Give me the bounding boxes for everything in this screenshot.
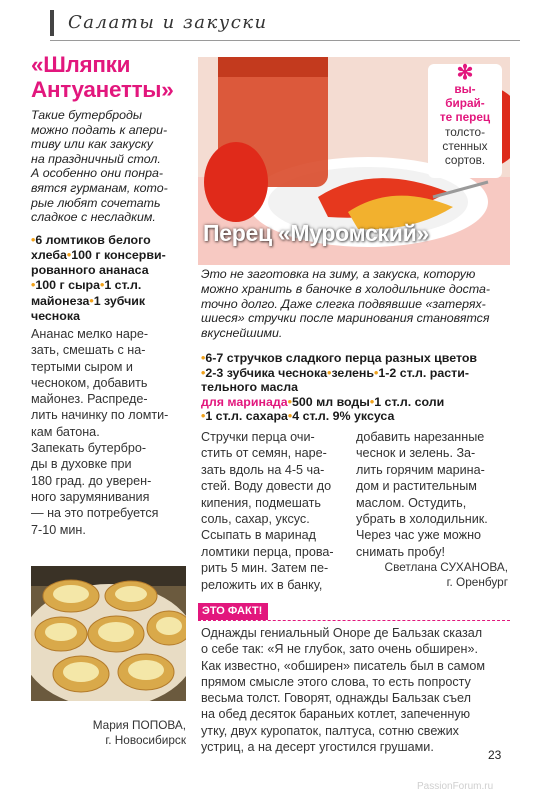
ingr-text: 6 ломтиков белого <box>35 232 151 247</box>
ingr-line <box>31 294 189 309</box>
bullet-dot: • <box>201 365 206 380</box>
ingr-line <box>31 233 189 248</box>
bullet-dot: • <box>66 247 72 262</box>
bullet-dot: • <box>31 232 36 247</box>
left-article <box>31 52 189 538</box>
author-city: г. Оренбург <box>446 575 508 589</box>
left-author <box>31 718 186 748</box>
left-ingredients <box>31 233 189 324</box>
fact-line: Однажды гениальный Оноре де Бальзак сказал <box>201 626 483 640</box>
bullet-dot: • <box>327 365 332 380</box>
method-line: чеснок и зелень. За- <box>356 446 476 461</box>
method-line: Ананас мелко нарe- <box>31 326 149 341</box>
tip-line: вы- <box>454 82 476 96</box>
fact-text <box>201 625 511 755</box>
left-title <box>31 52 189 102</box>
watermark: PassionForum.ru <box>417 781 494 792</box>
bullet-dot: • <box>287 394 292 409</box>
fact-label: ЭТО ФАКТ! <box>198 603 268 620</box>
right-ingredients <box>201 351 513 424</box>
intro-line: тиву или как закуску <box>31 137 153 152</box>
tip-line: толсто- <box>444 124 486 139</box>
method-line: зать вдоль на 4-5 ча- <box>201 462 325 477</box>
method-line: 180 град. до уверен- <box>31 473 152 488</box>
method-line: стей. Воду довести до <box>201 479 332 494</box>
fact-line: на обед десяток бараньих котлет, запеченную <box>201 707 471 722</box>
tip-line: те перец <box>439 110 491 125</box>
intro-line: точно долго. Даже слегка подвявшие «затерях- <box>201 296 486 311</box>
bullet-dot: • <box>374 365 379 380</box>
right-intro <box>201 267 513 341</box>
right-method-col2 <box>356 429 512 560</box>
pepper-title: Перец «Муромский» <box>203 220 429 246</box>
ingr-line <box>31 248 189 263</box>
left-method <box>31 326 189 538</box>
method-line: — на это потребуется <box>31 506 159 521</box>
intro-line: вкуснейшими. <box>201 326 283 341</box>
intro-line: можно хранить в баночке в холодильнике доста- <box>201 281 491 296</box>
ingr-text: 1 ст.л. соли <box>374 394 445 409</box>
page-number: 23 <box>488 748 502 762</box>
ingr-text: 1 ст.л. <box>104 278 142 293</box>
ingr-text: 1 зубчик <box>93 293 146 308</box>
bullet-dot: • <box>89 293 94 308</box>
author-city: г. Новосибирск <box>105 733 186 747</box>
fact-line: весьма толст. Говорят, однажды Бальзак съел <box>201 691 471 706</box>
asterisk-icon: ✻ <box>456 62 474 84</box>
fact-line: о себе так: «Я не глубок, зато очень обширен». <box>201 642 479 657</box>
method-line: зать, смешать с на- <box>31 343 146 358</box>
tip-box <box>428 64 502 178</box>
method-line: тертыми сыром и <box>31 359 133 374</box>
ingr-line <box>31 309 189 324</box>
intro-line: шиеся» стручки после маринования становятся <box>201 311 490 326</box>
bullet-dot: • <box>201 409 206 424</box>
method-line: реложить их в банку, <box>201 577 323 592</box>
tip-line: сортов. <box>444 153 486 168</box>
fact-line: прямом смысле этого слова, то есть попросту <box>201 674 471 689</box>
intro-line: Такие бутерброды <box>31 108 142 122</box>
ingr-text: чеснока <box>31 308 80 323</box>
section-title: Салаты и закуски <box>68 12 268 33</box>
method-line: добавить нарезанные <box>356 430 485 444</box>
ingr-text: майонеза <box>31 293 90 308</box>
bullet-dot: • <box>201 351 206 365</box>
author-name: Мария ПОПОВА, <box>92 718 186 732</box>
method-line: лить горячим марина- <box>356 462 485 477</box>
method-line: соль, сахар, уксус. <box>201 512 310 527</box>
bullet-dot: • <box>369 394 375 409</box>
intro-line: сладкое с несладким. <box>31 210 156 225</box>
method-line: стить от семян, наре- <box>201 446 327 461</box>
method-line: ломтики перца, прова- <box>201 544 334 559</box>
intro-line: рые любят сочетать <box>31 195 161 210</box>
ingr-line <box>201 395 513 410</box>
method-line: ды в духовке при <box>31 457 132 472</box>
method-line: кипения, подмешать <box>201 495 321 510</box>
ingr-text: 100 г консерви- <box>71 247 166 262</box>
marinade-label: для маринада <box>201 394 288 409</box>
method-line: Через час уже можно <box>356 528 482 543</box>
ingr-text: зелень <box>331 365 375 380</box>
bullet-dot: • <box>287 409 293 424</box>
fact-line: утку, двух куропаток, палтуса, сотню свежих <box>201 723 459 738</box>
method-line: дом и растительным <box>356 479 477 494</box>
ingr-text: 100 г сыра <box>35 278 100 293</box>
right-method-col1 <box>201 429 351 593</box>
method-line: снимать пробу! <box>356 544 446 559</box>
method-line: чесноком, добавить <box>31 375 148 390</box>
intro-line: Это не заготовка на зиму, а закуска, которую <box>201 267 476 281</box>
intro-line: на праздничный стол. <box>31 151 161 166</box>
ingr-text: 6-7 стручков сладкого перца разных цветов <box>205 351 478 365</box>
intro-line: А особенно они понра- <box>31 166 163 181</box>
fact-header <box>198 601 510 621</box>
ingr-text: 1-2 ст.л. расти- <box>378 365 469 380</box>
ingr-text: 500 мл воды <box>291 394 370 409</box>
method-line: маслом. Остудить, <box>356 495 467 510</box>
method-line: Стручки перца очи- <box>201 430 315 444</box>
method-line: майонез. Распреде- <box>31 392 148 407</box>
tip-line: бирай- <box>445 96 485 111</box>
left-title-line: «Шляпки <box>31 52 131 77</box>
fact-line: Как известно, «обширен» писатель был в самом <box>201 658 485 673</box>
header-bar <box>50 10 54 36</box>
bullet-dot: • <box>100 278 105 293</box>
bullet-dot: • <box>31 278 36 293</box>
method-line: Ссыпать в маринад <box>201 528 317 543</box>
intro-line: можно подать к апери- <box>31 122 168 137</box>
ingr-text: 4 ст.л. 9% уксуса <box>292 409 395 424</box>
fact-line: устриц, а на десерт угостился грушами. <box>201 740 434 755</box>
ingr-line <box>201 366 513 381</box>
ingr-line: тельного масла <box>201 380 299 395</box>
ingr-text: 2-3 зубчика чеснока <box>205 365 328 380</box>
method-line: ного зарумянивания <box>31 489 150 504</box>
left-title-line: Антуанетты» <box>31 77 174 102</box>
method-line: лить начинку по ломти- <box>31 408 169 423</box>
ingr-line <box>201 351 513 366</box>
ingr-line <box>31 263 189 278</box>
fact-divider <box>198 620 510 621</box>
ingr-line <box>201 409 513 424</box>
section-header <box>50 6 520 41</box>
method-line: кам батона. <box>31 424 100 439</box>
ingr-line <box>31 278 189 293</box>
intro-line: вятся гурманам, кото- <box>31 180 168 195</box>
ingr-text: хлеба <box>31 247 67 262</box>
tip-line: стенных <box>442 138 488 153</box>
method-line: рить 5 мин. Затем пе- <box>201 561 329 576</box>
left-intro <box>31 108 189 225</box>
method-line: Запекать бутербро- <box>31 441 147 456</box>
author-name: Светлана СУХАНОВА, <box>384 560 508 574</box>
right-author <box>356 560 508 590</box>
sandwich-photo <box>31 566 186 701</box>
ingr-text: 1 ст.л. сахара <box>205 409 288 424</box>
method-line: 7-10 мин. <box>31 522 86 537</box>
method-line: убрать в холодильник. <box>356 512 488 527</box>
sandwich-illustration <box>31 566 186 701</box>
ingr-text: рованного ананаса <box>31 263 149 278</box>
